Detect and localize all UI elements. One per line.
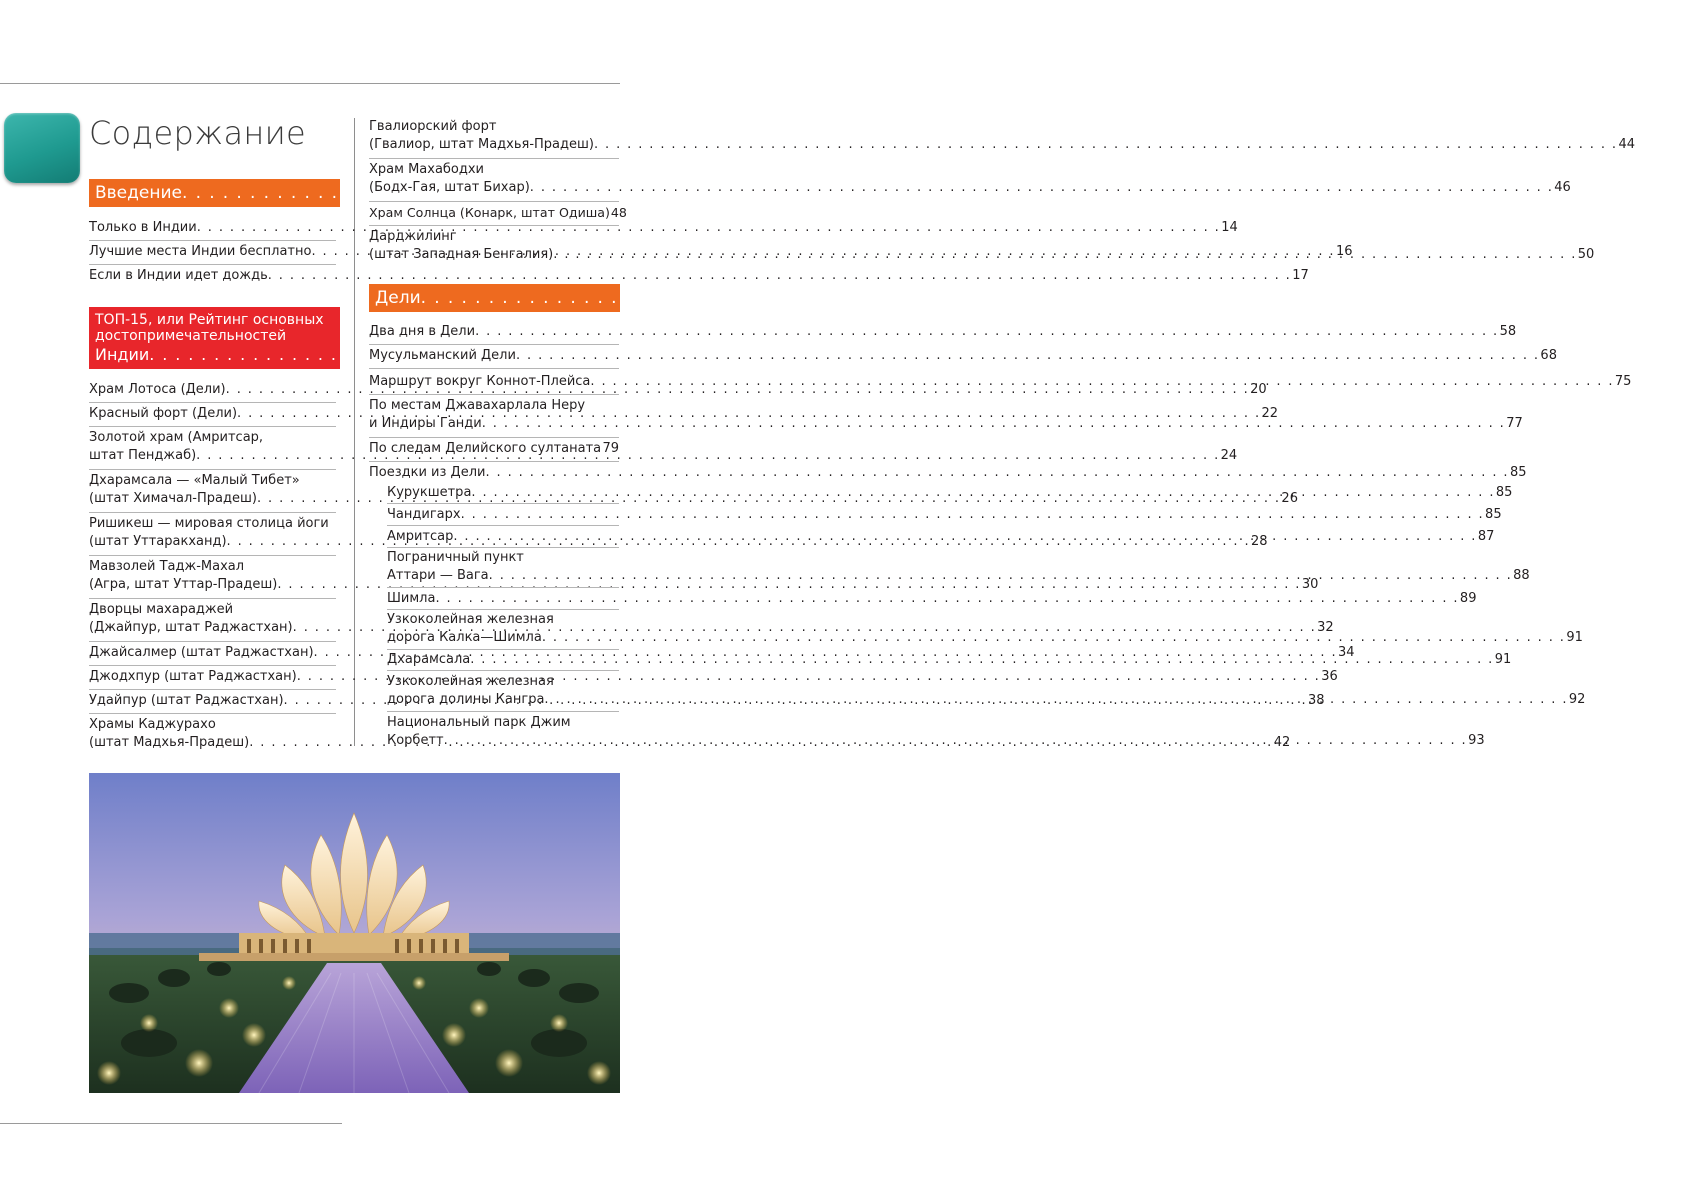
toc-entry[interactable]: Два дня в Дели . . . 58 (369, 323, 619, 341)
entry-separator (369, 344, 619, 345)
dot-leader (421, 284, 1680, 312)
entry-separator (369, 437, 619, 438)
toc-section-delhi[interactable] (369, 284, 1702, 312)
section-page: 55 (1680, 288, 1702, 308)
toc-entry[interactable]: Джайсалмер (штат Раджастхан) . . . 34 (89, 644, 336, 662)
toc-entry[interactable]: Гвалиорский форт (Гвалиор, штат Мадхья-Прадеш) . . . 44 (369, 118, 619, 154)
entry-separator (387, 711, 619, 712)
toc-subentry[interactable]: Узкоколейная железная дорога Калка—Шимла . . . 91 (387, 611, 619, 647)
top-rule (0, 83, 620, 84)
entry-separator (387, 503, 619, 504)
toc-entry[interactable]: Лучшие места Индии бесплатно . . . 16 (89, 243, 336, 261)
entry-separator (89, 689, 336, 690)
toc-subentry[interactable]: Амритсар . . . 87 (387, 528, 619, 546)
section-page: 12 (1441, 183, 1464, 203)
lotus-temple-photo (89, 773, 620, 1093)
entry-separator (369, 158, 619, 159)
entry-separator (89, 665, 336, 666)
entry-separator (89, 713, 336, 714)
toc-subentry[interactable]: Курукшетра . . . 85 (387, 484, 619, 502)
toc-entry[interactable]: Храмы Каджурахо (штат Мадхья-Прадеш) . . . 42 (89, 716, 336, 752)
toc-subentry[interactable]: Национальный парк Джим Корбетт . . . 93 (387, 714, 619, 750)
toc-subentry[interactable]: Чандигарх . . . 85 (387, 506, 619, 524)
entry-separator (387, 609, 619, 610)
entry-separator (387, 525, 619, 526)
toc-entry[interactable]: Храм Солнца (Конарк, штат Одиша) 48 (369, 205, 627, 220)
toc-entry[interactable]: Джодхпур (штат Раджастхан) . . . 36 (89, 668, 336, 686)
section-title-line: ТОП-15, или Рейтинг основных (95, 312, 324, 328)
entry-separator (89, 264, 336, 265)
entry-separator (387, 547, 619, 548)
section-title: Индии (95, 345, 150, 364)
bottom-rule (0, 1123, 342, 1124)
toc-entry[interactable]: Золотой храм (Амритсар, штат Пенджаб) . . . 24 (89, 429, 336, 465)
toc-entry[interactable]: Мусульманский Дели . . . 68 (369, 347, 619, 365)
toc-subentry[interactable]: Шимла . . . 89 (387, 590, 619, 608)
toc-subentry[interactable]: Дхарамсала . . . 91 (387, 651, 619, 669)
entry-separator (369, 461, 619, 462)
entry-separator (369, 368, 619, 369)
entry-separator (369, 394, 619, 395)
entry-separator (89, 641, 336, 642)
entry-separator (89, 555, 336, 556)
section-title: Введение (95, 183, 182, 203)
entry-separator (89, 240, 336, 241)
page-title: Содержание (89, 114, 306, 152)
toc-entry[interactable]: Удайпур (штат Раджастхан) . . . 38 (89, 692, 336, 710)
entry-separator (89, 598, 336, 599)
toc-entry[interactable]: Храм Лотоса (Дели) . . . 20 (89, 381, 336, 399)
toc-entry[interactable]: По следам Делийского султаната . . . 79 (369, 440, 619, 458)
toc-entry[interactable]: По местам Джавахарлала Неру и Индиры Ганди . . . 77 (369, 397, 619, 433)
entry-separator (369, 201, 619, 202)
section-title: Дели (375, 288, 421, 308)
entry-separator (387, 587, 619, 588)
toc-entry[interactable]: Дворцы махараджей (Джайпур, штат Раджастхан) . . . 32 (89, 601, 336, 637)
toc-entry[interactable]: Дхарамсала — «Малый Тибет» (штат Химачал-Прадеш) . . . 26 (89, 472, 336, 508)
section-title-line: достопримечательностей (95, 328, 287, 344)
toc-entry[interactable]: Красный форт (Дели) . . . 22 (89, 405, 336, 423)
entry-separator (387, 670, 619, 671)
toc-entry[interactable]: Маршрут вокруг Коннот-Плейса . . . 75 (369, 373, 619, 391)
toc-subentry[interactable]: Пограничный пункт Аттари — Вага . . . 88 (387, 549, 619, 585)
toc-entry[interactable]: Только в Индии . . . 14 (89, 219, 336, 237)
toc-entry[interactable]: Дарджилинг (штат Западная Бенгалия) . . . 50 (369, 228, 619, 264)
chapter-tab-icon (4, 113, 80, 183)
toc-entry[interactable]: Если в Индии идет дождь . . . 17 (89, 267, 336, 285)
toc-entry[interactable]: Храм Махабодхи (Бодх-Гая, штат Бихар) . . . 46 (369, 161, 619, 197)
toc-entry[interactable]: Поездки из Дели . . . 85 (369, 464, 619, 482)
entry-separator (89, 512, 336, 513)
entry-separator (89, 402, 336, 403)
entry-separator (89, 426, 336, 427)
toc-section-intro[interactable] (89, 179, 1464, 207)
toc-subentry[interactable]: Узкоколейная железная дорога долины Кангра . . . 92 (387, 673, 619, 709)
section-page: 19 (1350, 343, 1375, 365)
toc-entry[interactable]: Мавзолей Тадж-Махал (Агра, штат Уттар-Прадеш) . . . 30 (89, 558, 336, 594)
entry-separator (89, 469, 336, 470)
entry-separator (387, 649, 619, 650)
entry-separator (369, 225, 619, 226)
toc-entry[interactable]: Ришикеш — мировая столица йоги (штат Уттаракханд) . . . 28 (89, 515, 336, 551)
